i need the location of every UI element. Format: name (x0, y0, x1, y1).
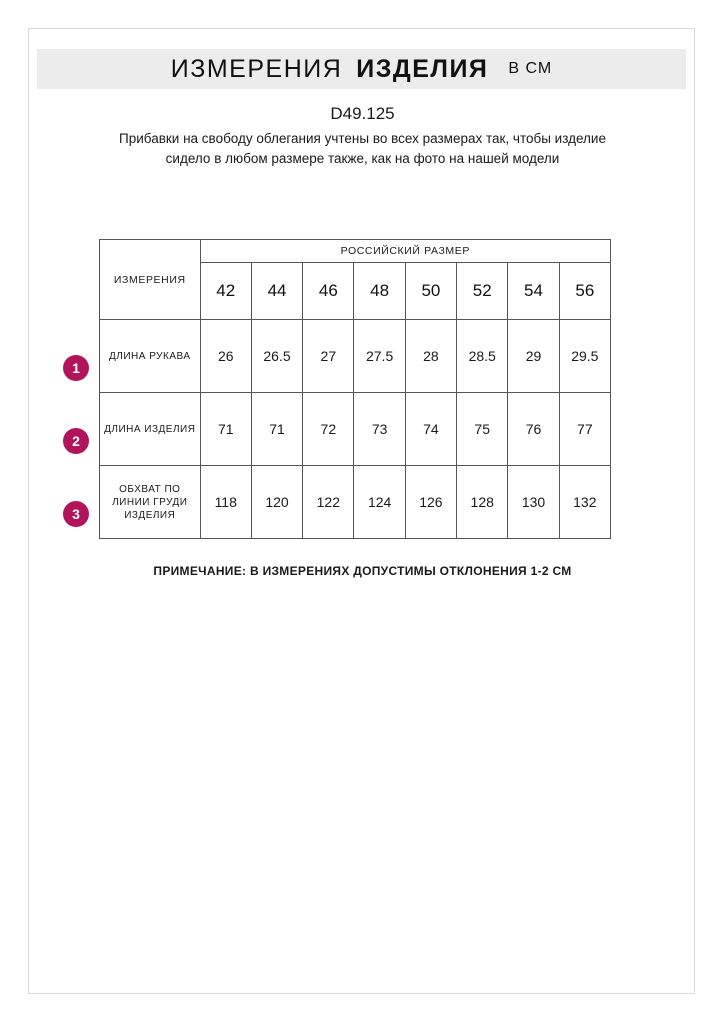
bullet-marker-1: 1 (63, 355, 89, 381)
subtitle-text: Прибавки на свободу облегания учтены во всех размерах так, чтобы изделие сидело в любом размере также, как на фото на нашей модели (119, 131, 606, 166)
document-page (28, 28, 695, 994)
cell-length-50: 74 (405, 393, 456, 466)
cell-length-56: 77 (559, 393, 610, 466)
size-header-50: 50 (405, 263, 456, 320)
row-label-chest-girth: ОБХВАТ ПО ЛИНИИ ГРУДИ ИЗДЕЛИЯ (100, 466, 201, 539)
measurements-column-header: ИЗМЕРЕНИЯ (100, 240, 201, 320)
cell-length-48: 73 (354, 393, 405, 466)
cell-length-42: 71 (200, 393, 251, 466)
cell-length-52: 75 (457, 393, 508, 466)
cell-sleeve-46: 27 (303, 320, 354, 393)
cell-sleeve-44: 26.5 (251, 320, 302, 393)
row-label-sleeve-length: ДЛИНА РУКАВА (100, 320, 201, 393)
cell-chest-44: 120 (251, 466, 302, 539)
product-code: D49.125 (330, 104, 395, 123)
cell-length-46: 72 (303, 393, 354, 466)
row-label-product-length: ДЛИНА ИЗДЕЛИЯ (100, 393, 201, 466)
cell-sleeve-54: 29 (508, 320, 559, 393)
cell-sleeve-52: 28.5 (457, 320, 508, 393)
cell-sleeve-50: 28 (405, 320, 456, 393)
table-header-group-row (100, 240, 611, 263)
title-units: В СМ (508, 60, 553, 77)
cell-sleeve-42: 26 (200, 320, 251, 393)
cell-chest-42: 118 (200, 466, 251, 539)
size-header-42: 42 (200, 263, 251, 320)
cell-length-44: 71 (251, 393, 302, 466)
size-header-44: 44 (251, 263, 302, 320)
cell-chest-56: 132 (559, 466, 610, 539)
measurements-table-wrap (99, 239, 611, 539)
size-group-header: РОССИЙСКИЙ РАЗМЕР (200, 240, 610, 263)
page-title (37, 49, 686, 89)
title-word-product: ИЗДЕЛИЯ (356, 54, 489, 83)
size-header-46: 46 (303, 263, 354, 320)
table-row (100, 393, 611, 466)
cell-length-54: 76 (508, 393, 559, 466)
size-header-52: 52 (457, 263, 508, 320)
note-text: ПРИМЕЧАНИЕ: В ИЗМЕРЕНИЯХ ДОПУСТИМЫ ОТКЛОНЕНИЯ 1-2 СМ (153, 564, 572, 578)
bullet-marker-2: 2 (63, 428, 89, 454)
table-row (100, 466, 611, 539)
cell-chest-46: 122 (303, 466, 354, 539)
bullet-marker-3: 3 (63, 501, 89, 527)
size-header-56: 56 (559, 263, 610, 320)
size-header-48: 48 (354, 263, 405, 320)
title-word-measurements: ИЗМЕРЕНИЯ (170, 54, 343, 83)
size-header-54: 54 (508, 263, 559, 320)
cell-sleeve-48: 27.5 (354, 320, 405, 393)
table-row (100, 320, 611, 393)
cell-chest-54: 130 (508, 466, 559, 539)
cell-chest-48: 124 (354, 466, 405, 539)
cell-chest-50: 126 (405, 466, 456, 539)
cell-chest-52: 128 (457, 466, 508, 539)
measurements-table (99, 239, 611, 539)
cell-sleeve-56: 29.5 (559, 320, 610, 393)
